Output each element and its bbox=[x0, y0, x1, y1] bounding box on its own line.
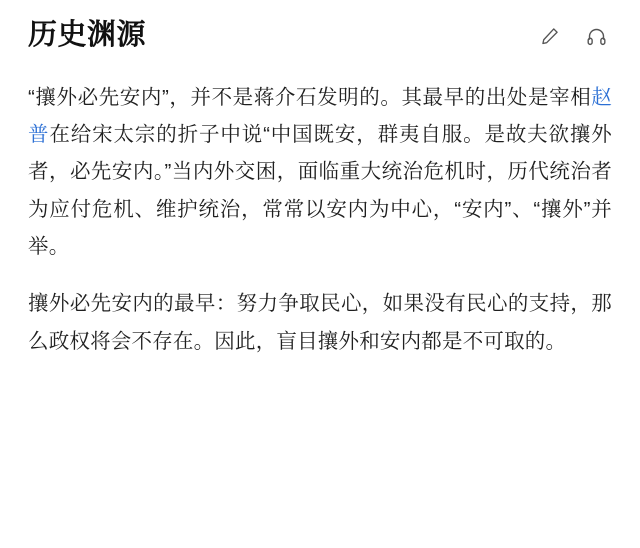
paragraph-1-text-before-link: “攘外必先安内”，并不是蒋介石发明的。其最早的出处是宰相 bbox=[28, 85, 592, 109]
entity-link-zhaopu[interactable]: 赵普 bbox=[28, 85, 612, 147]
article-paragraph-2: 攘外必先安内的最早：努力争取民心，如果没有民心的支持，那么政权将会不存在。因此，盲目攘外和安内都是不可取的。 bbox=[28, 292, 612, 353]
header-actions bbox=[538, 16, 612, 48]
edit-icon[interactable] bbox=[538, 24, 562, 48]
paragraph-1-text-after-link: 在给宋太宗的折子中说“中国既安，群夷自服。是故夫欲攘外者，必先安内。”当内外交困，面临重大统治危机时，历代统治者为应付危机、维护统治，常常以安内为中心，“安内”、“攘外”并举。 bbox=[28, 123, 612, 258]
page-title: 历史渊源 bbox=[28, 19, 147, 51]
headphones-icon[interactable] bbox=[584, 24, 608, 48]
article-header bbox=[28, 16, 612, 53]
article-paragraph-1 bbox=[28, 79, 612, 265]
